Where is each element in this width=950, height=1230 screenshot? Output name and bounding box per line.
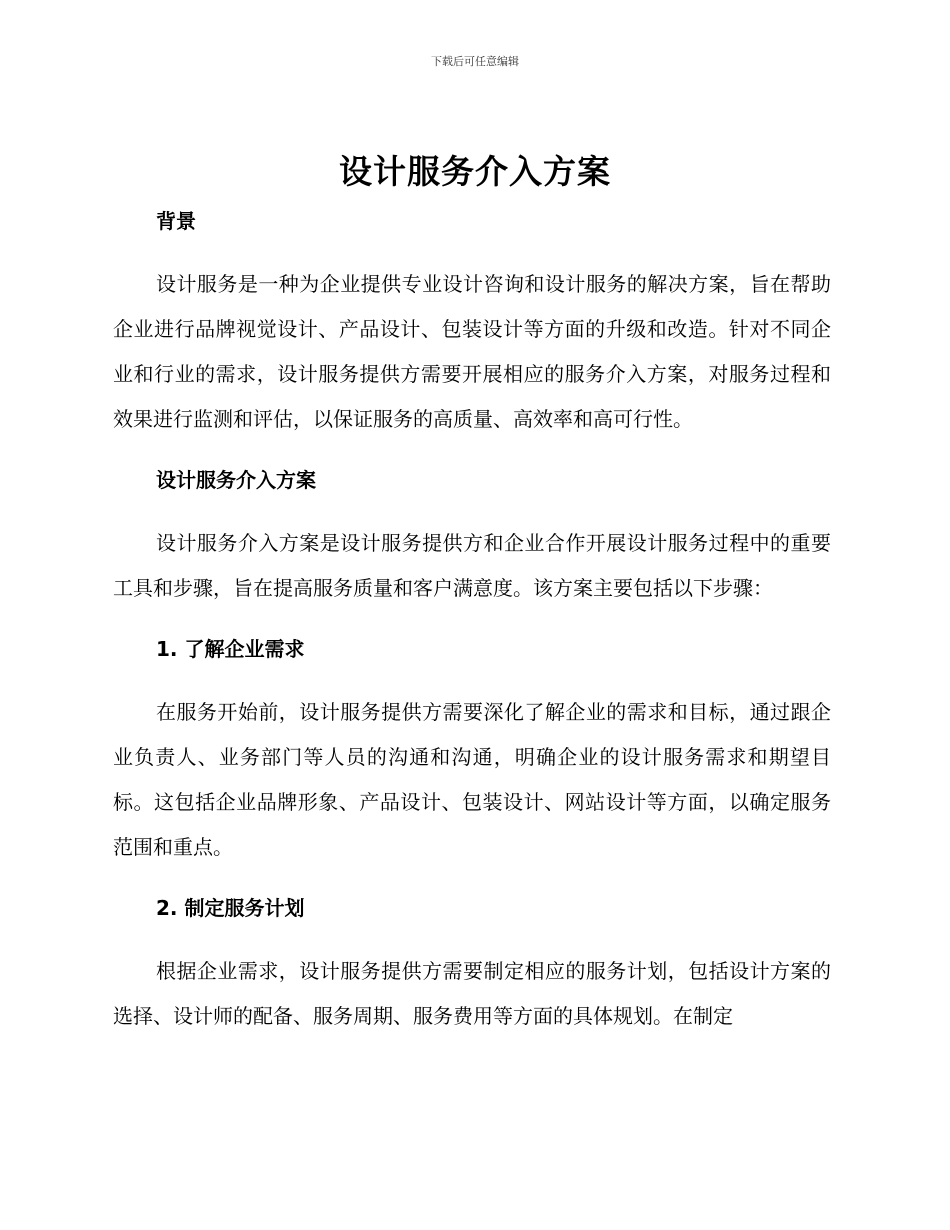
page-header-note: 下载后可任意编辑: [431, 55, 519, 68]
section-heading-background: 背景: [156, 209, 196, 233]
section-paragraph-intervention-plan: 设计服务介入方案是设计服务提供方和企业合作开展设计服务过程中的重要工具和步骤，旨在提高服务质量和客户满意度。该方案主要包括以下步骤：: [113, 531, 831, 600]
section-paragraph-understand-needs: 在服务开始前，设计服务提供方需要深化了解企业的需求和目标，通过跟企业负责人、业务部门等人员的沟通和沟通，明确企业的设计服务需求和期望目标。这包括企业品牌形象、产品设计、包装设计、网站设计等方面，以确定服务范围和重点。: [113, 700, 831, 859]
section-heading-intervention-plan: 设计服务介入方案: [156, 468, 316, 492]
section-paragraph-background: 设计服务是一种为企业提供专业设计咨询和设计服务的解决方案，旨在帮助企业进行品牌视觉设计、产品设计、包装设计等方面的升级和改造。针对不同企业和行业的需求，设计服务提供方需要开展相应的服务介入方案，对服务过程和效果进行监测和评估，以保证服务的高质量、高效率和高可行性。: [113, 272, 831, 431]
section-heading-service-plan: 2. 制定服务计划: [156, 896, 305, 920]
section-heading-understand-needs: 1. 了解企业需求: [156, 637, 305, 661]
document-body: [113, 203, 831, 1039]
section-paragraph-service-plan: 根据企业需求，设计服务提供方需要制定相应的服务计划，包括设计方案的选择、设计师的配备、服务周期、服务费用等方面的具体规划。在制定: [113, 959, 831, 1028]
document-title: 设计服务介入方案: [339, 152, 611, 191]
